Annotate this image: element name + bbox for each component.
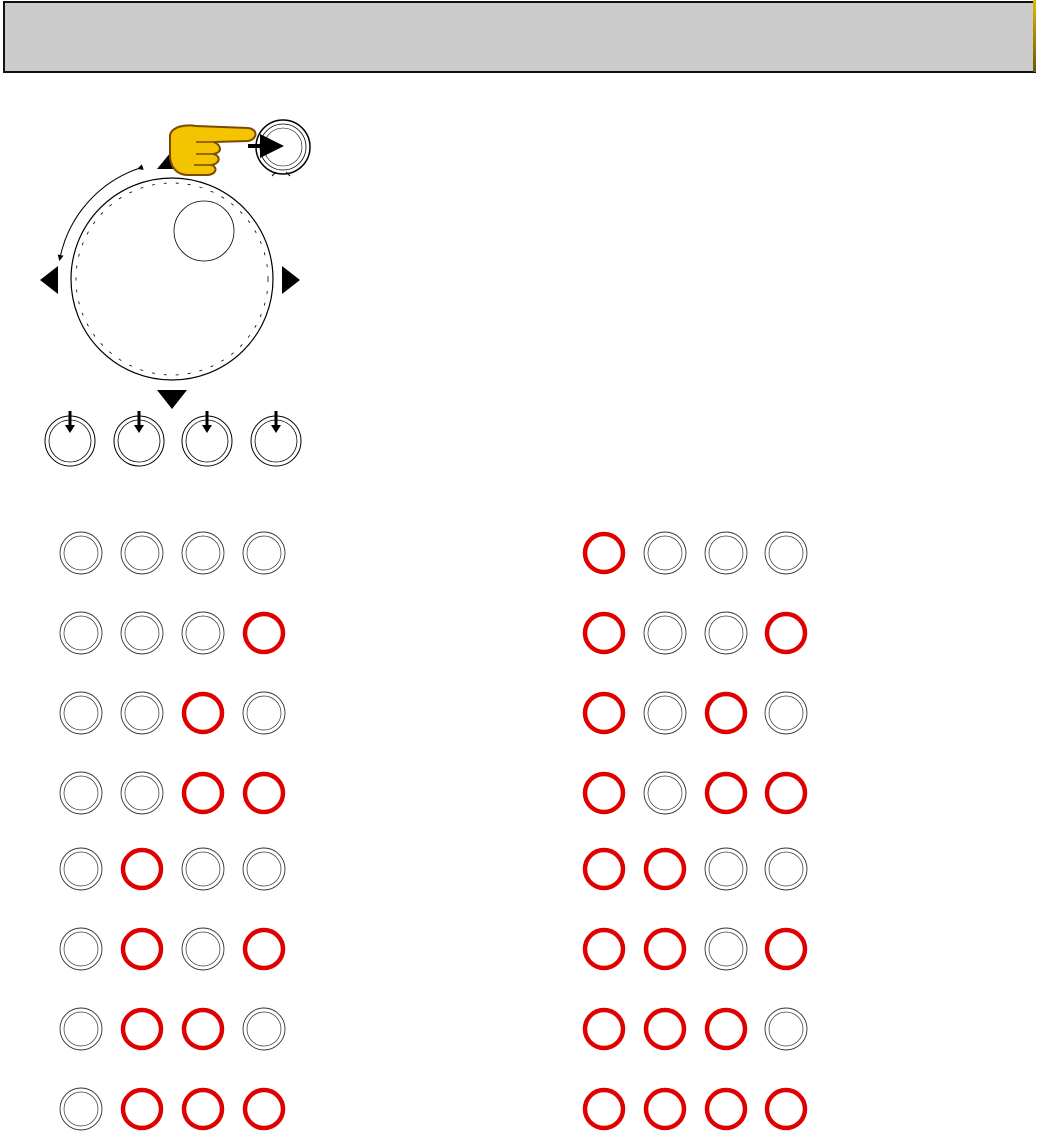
switch-off-indicator bbox=[243, 848, 285, 890]
left-pattern-row-5 bbox=[60, 848, 285, 890]
switch-off-indicator bbox=[644, 772, 686, 814]
switch-on-indicator bbox=[245, 930, 283, 968]
switch-off-indicator bbox=[765, 848, 807, 890]
switch-off-indicator bbox=[60, 848, 102, 890]
switch-off-indicator bbox=[705, 612, 747, 654]
switch-on-indicator bbox=[585, 614, 623, 652]
switch-off-indicator bbox=[243, 1008, 285, 1050]
switch-off-indicator bbox=[60, 692, 102, 734]
switch-on-indicator bbox=[767, 774, 805, 812]
right-pattern-row-3 bbox=[585, 692, 807, 734]
right-pattern-row-6 bbox=[585, 928, 805, 970]
switch-off-indicator bbox=[243, 692, 285, 734]
dial-button-1[interactable] bbox=[45, 411, 95, 466]
switch-off-indicator bbox=[644, 532, 686, 574]
switch-on-indicator bbox=[707, 1010, 745, 1048]
switch-off-indicator bbox=[121, 692, 163, 734]
switch-on-indicator bbox=[585, 1010, 623, 1048]
switch-on-indicator bbox=[245, 1090, 283, 1128]
switch-on-indicator bbox=[707, 694, 745, 732]
switch-off-indicator bbox=[644, 692, 686, 734]
left-pattern-row-2 bbox=[60, 612, 283, 654]
switch-on-indicator bbox=[767, 614, 805, 652]
switch-off-indicator bbox=[182, 928, 224, 970]
switch-on-indicator bbox=[585, 694, 623, 732]
switch-on-indicator bbox=[123, 930, 161, 968]
left-pattern-row-7 bbox=[60, 1008, 285, 1050]
rotation-arrow-icon bbox=[60, 168, 140, 258]
switch-on-indicator bbox=[245, 774, 283, 812]
switch-on-indicator bbox=[646, 930, 684, 968]
switch-on-indicator bbox=[646, 1010, 684, 1048]
left-pattern-row-3 bbox=[60, 692, 285, 734]
jog-dial-icon[interactable] bbox=[71, 178, 273, 380]
dial-button-2[interactable] bbox=[114, 411, 164, 466]
left-pattern-row-1 bbox=[60, 532, 285, 574]
right-pattern-row-4 bbox=[585, 772, 805, 814]
right-pattern-row-1 bbox=[585, 532, 807, 574]
switch-off-indicator bbox=[705, 848, 747, 890]
switch-on-indicator bbox=[184, 694, 222, 732]
dial-button-4[interactable] bbox=[251, 411, 301, 466]
switch-off-indicator bbox=[182, 532, 224, 574]
switch-on-indicator bbox=[585, 1090, 623, 1128]
switch-on-indicator bbox=[707, 1090, 745, 1128]
switch-on-indicator bbox=[123, 850, 161, 888]
switch-off-indicator bbox=[705, 928, 747, 970]
switch-on-indicator bbox=[646, 1090, 684, 1128]
switch-off-indicator bbox=[121, 532, 163, 574]
switch-off-indicator bbox=[182, 848, 224, 890]
switch-on-indicator bbox=[184, 774, 222, 812]
switch-off-indicator bbox=[60, 928, 102, 970]
switch-on-indicator bbox=[585, 774, 623, 812]
switch-on-indicator bbox=[585, 930, 623, 968]
switch-off-indicator bbox=[121, 772, 163, 814]
left-pattern-row-8 bbox=[60, 1088, 283, 1130]
switch-off-indicator bbox=[60, 612, 102, 654]
switch-on-indicator bbox=[184, 1090, 222, 1128]
switch-off-indicator bbox=[644, 612, 686, 654]
switch-on-indicator bbox=[767, 1090, 805, 1128]
switch-on-indicator bbox=[245, 614, 283, 652]
switch-off-indicator bbox=[60, 1008, 102, 1050]
switch-off-indicator bbox=[705, 532, 747, 574]
switch-on-indicator bbox=[184, 1010, 222, 1048]
down-triangle-icon bbox=[157, 390, 187, 409]
right-triangle-icon bbox=[282, 266, 300, 294]
pointing-hand-icon bbox=[170, 125, 256, 175]
right-pattern-row-5 bbox=[585, 848, 807, 890]
switch-off-indicator bbox=[60, 532, 102, 574]
right-pattern-row-2 bbox=[585, 612, 805, 654]
control-diagram bbox=[0, 80, 340, 480]
left-pattern-row-4 bbox=[60, 772, 283, 814]
left-triangle-icon bbox=[40, 266, 58, 294]
switch-on-indicator bbox=[585, 850, 623, 888]
switch-on-indicator bbox=[707, 774, 745, 812]
dial-button-row bbox=[45, 411, 301, 466]
switch-on-indicator bbox=[123, 1010, 161, 1048]
switch-off-indicator bbox=[765, 532, 807, 574]
switch-off-indicator bbox=[60, 1088, 102, 1130]
switch-off-indicator bbox=[243, 532, 285, 574]
switch-on-indicator bbox=[646, 850, 684, 888]
left-pattern-row-6 bbox=[60, 928, 283, 970]
switch-on-indicator bbox=[123, 1090, 161, 1128]
dial-button-3[interactable] bbox=[182, 411, 232, 466]
switch-pattern-table bbox=[0, 520, 1048, 1133]
header-bar bbox=[3, 1, 1036, 73]
switch-off-indicator bbox=[765, 692, 807, 734]
right-pattern-row-8 bbox=[585, 1090, 805, 1128]
switch-off-indicator bbox=[765, 1008, 807, 1050]
switch-off-indicator bbox=[121, 612, 163, 654]
switch-on-indicator bbox=[585, 534, 623, 572]
switch-on-indicator bbox=[767, 930, 805, 968]
edge-marker bbox=[1033, 0, 1036, 72]
switch-off-indicator bbox=[182, 612, 224, 654]
switch-off-indicator bbox=[60, 772, 102, 814]
right-pattern-row-7 bbox=[585, 1008, 807, 1050]
